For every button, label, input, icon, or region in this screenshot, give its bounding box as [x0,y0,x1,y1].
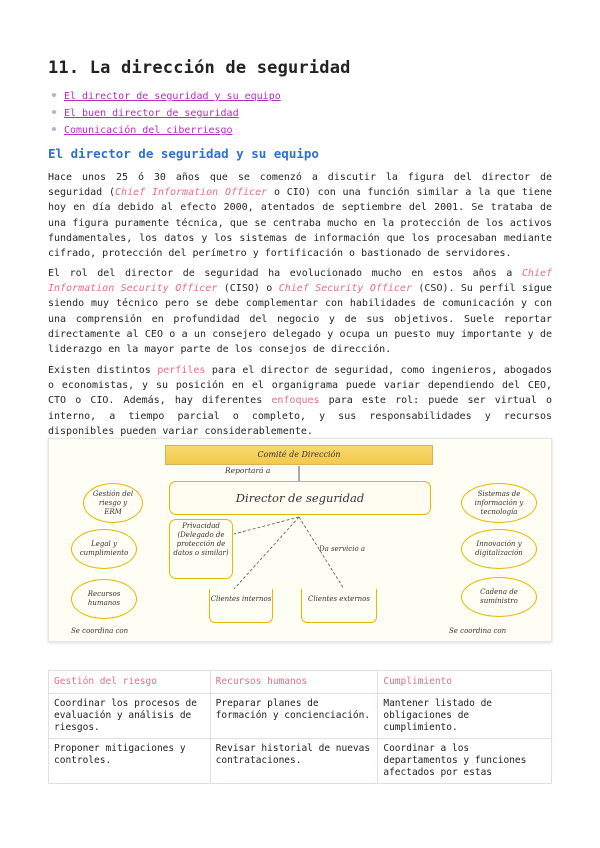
text: Existen distintos [48,365,158,376]
left-oval-rrhh: Recursos humanos [71,579,137,619]
table-cell: Coordinar los procesos de evaluación y análisis de riesgos. [49,694,211,739]
table-row [49,739,552,784]
table-cell: Coordinar a los departamentos y funciones afectados por estas [378,739,552,784]
text: para este rol: puede ser virtual o interno, a tiempo parcial o completo, y sus responsabilidades y recursos disponibles pueden variar considerablemente. [48,395,553,437]
term-perfiles: perfiles [157,365,206,376]
term-cso: Chief Security Officer [278,283,412,295]
paragraph-2 [48,266,552,357]
toc-link-director-equipo[interactable]: El director de seguridad y su equipo [64,91,281,102]
term-cio: Chief Information Officer [115,187,268,199]
paragraph-3 [48,363,552,439]
da-servicio-label: Da servicio a [319,545,366,553]
coord-right-label: Se coordina con [449,627,507,635]
clientes-externos-box: Clientes externos [301,589,377,623]
privacidad-box: Privacidad (Delegado de protección de datos o similar) [169,519,233,579]
text: El rol del director de seguridad ha evolucionado mucho en estos años a [48,268,522,279]
page-title: 11. La dirección de seguridad [48,58,351,78]
reporta-label: Reportará a [225,466,271,475]
section-heading: El director de seguridad y su equipo [48,146,319,161]
bullet-icon [52,93,56,97]
text: Hace unos 25 ó 30 años que se comenzó a discutir la figura del director de seguridad ( [48,172,552,199]
term-enfoques: enfoques [271,395,320,407]
coord-left-label: Se coordina con [71,627,129,635]
column-header: Gestión del riesgo [49,671,211,694]
left-oval-legal: Legal y cumplimiento [71,529,137,569]
table-header-row [49,671,552,694]
comite-direccion-box: Comité de Dirección [165,445,433,465]
toc-item [52,105,281,122]
text: o CIO) con una función similar a la que tiene hoy en día debido al efecto 2000, atentados de septiembre del 2001. Se trataba de una figura puramente técnica, que se centraba mucho en la protección de los activos fundamentales, los datos y los sistemas de información que los procesaban mediante cifrado, protección del perímetro y fortificación o bastionado de servidores. [48,187,553,260]
table-cell: Mantener listado de obligaciones de cumplimiento. [378,694,552,739]
clientes-internos-box: Clientes internos [209,589,273,623]
left-oval-riesgo: Gestión del riesgo y ERM [83,483,143,523]
bullet-icon [52,127,56,131]
text: (CSO). Su perfil sigue siendo muy técnico pero se debe complementar con habilidades de comunicación y con una comprensión en profundidad del negocio y de sus objetivos. Suele reportar directamente al CEO o a un consejero delegado y ocupa un puesto muy importante y de liderazgo en la mayor parte de los consejos de dirección. [48,283,552,356]
toc-item [52,122,281,139]
table-cell: Preparar planes de formación y concienciación. [210,694,378,739]
text: (CISO) o [217,283,279,295]
director-box: Director de seguridad [169,481,431,515]
toc-link-comunicacion[interactable]: Comunicación del ciberriesgo [64,125,233,136]
right-oval-cadena: Cadena de suministro [461,577,537,617]
toc-item [52,88,281,105]
table-of-contents [52,88,281,139]
table-row [49,694,552,739]
toc-link-buen-director[interactable]: El buen director de seguridad [64,108,239,119]
org-diagram [48,438,552,642]
paragraph-1 [48,170,552,261]
right-oval-innovacion: Innovación y digitalización [461,529,537,569]
column-header: Cumplimiento [378,671,552,694]
table-cell: Revisar historial de nuevas contrataciones. [210,739,378,784]
right-oval-sistemas: Sistemas de información y tecnología [461,483,537,523]
bullet-icon [52,110,56,114]
column-header: Recursos humanos [210,671,378,694]
term-ciso: Chief Information Security Officer [48,268,552,295]
text: para el director de seguridad, como ingenieros, abogados o economistas, y su posición en el organigrama puede variar dependiendo del CEO, CTO o CIO. Además, hay diferentes [48,365,553,407]
table-cell: Proponer mitigaciones y controles. [49,739,211,784]
roles-table [48,670,552,784]
